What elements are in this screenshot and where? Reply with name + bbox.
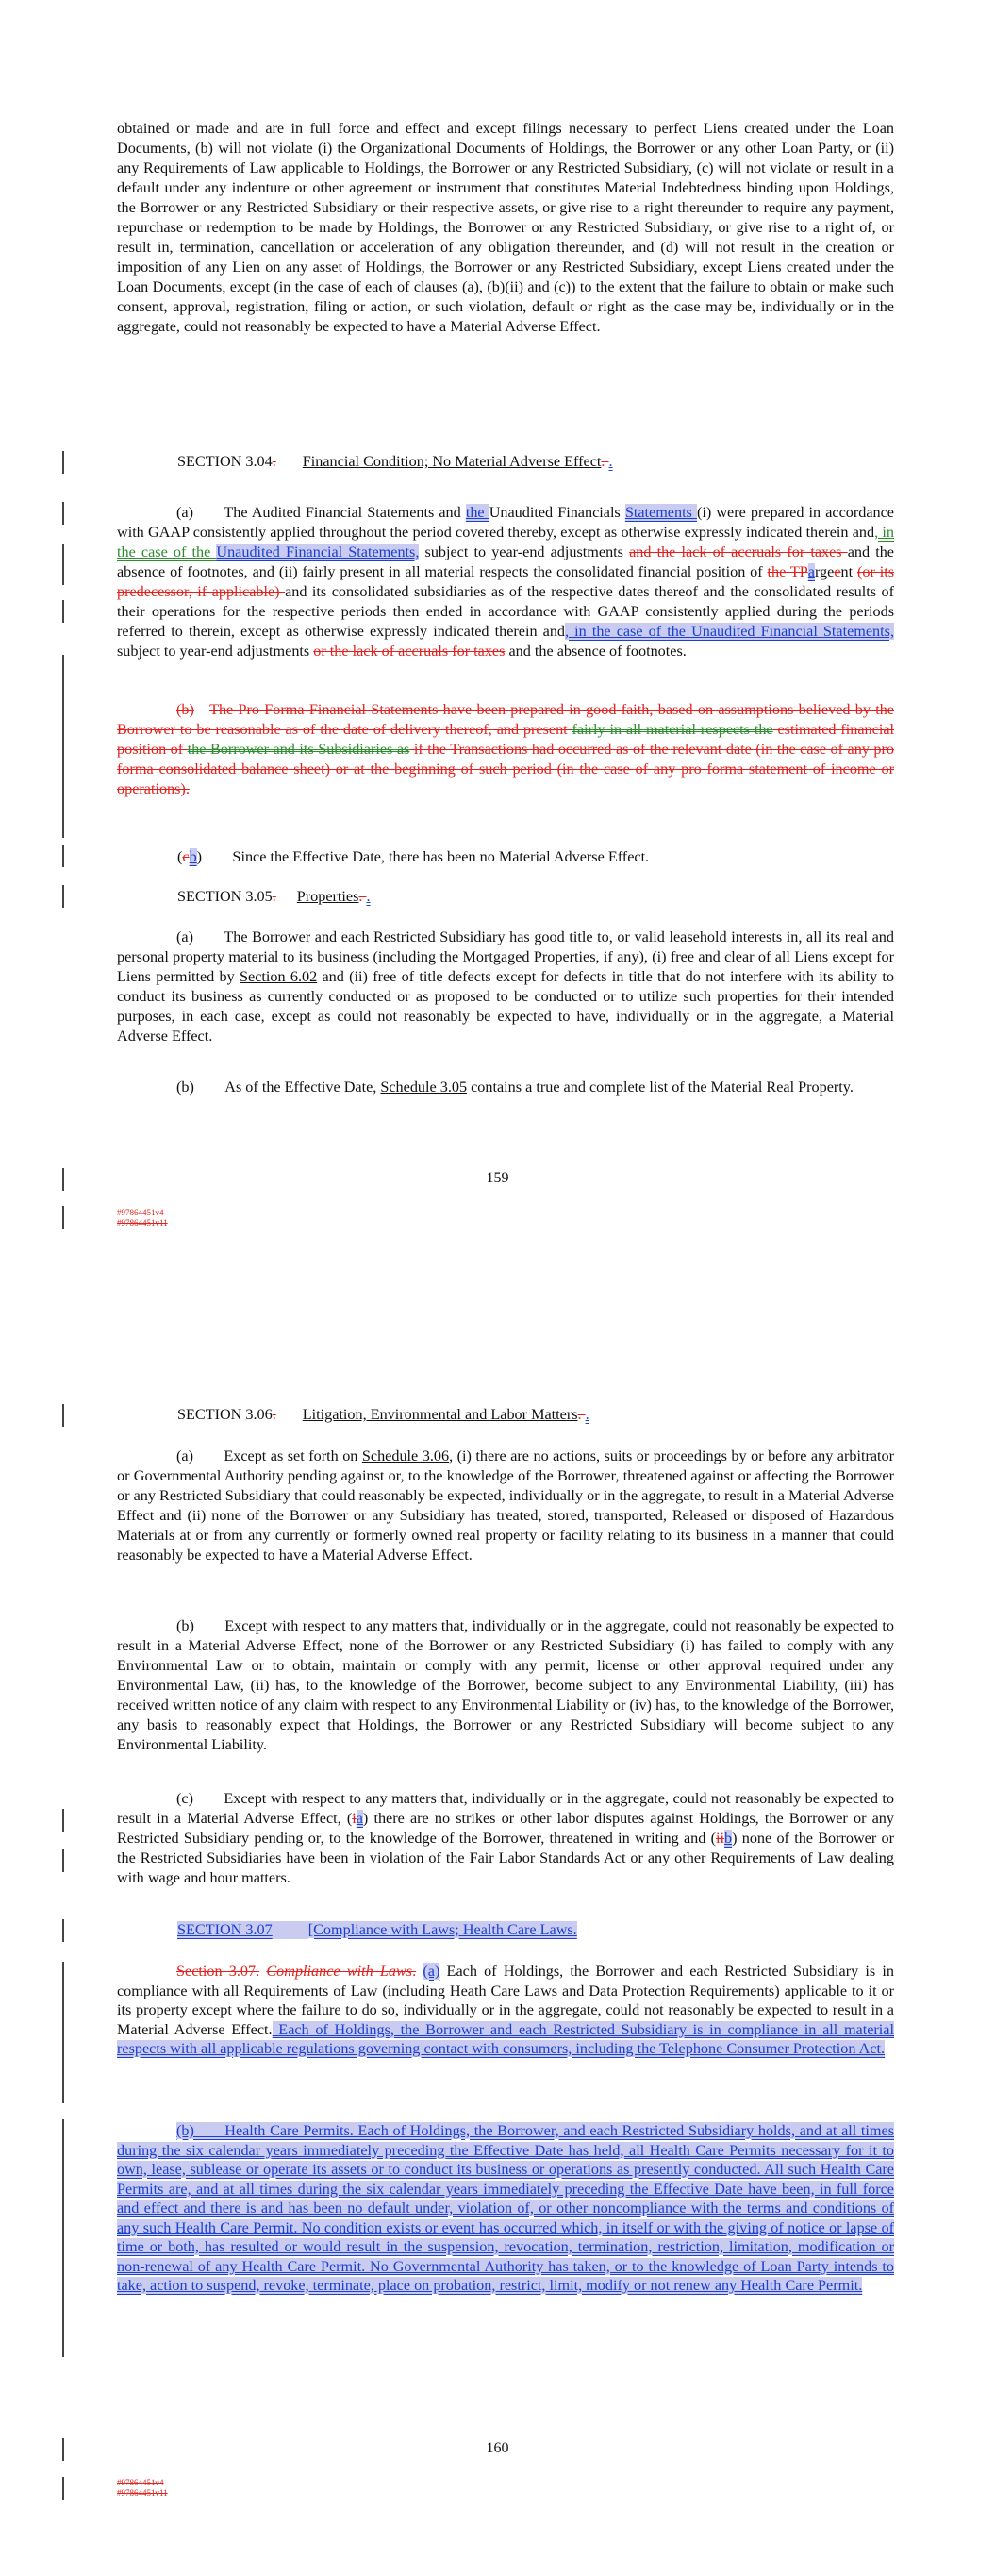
change-bar [62, 544, 64, 585]
footer-doc-id-new: #97864451v11 [117, 1218, 168, 1228]
change-bar [62, 1809, 64, 1832]
section-3-04-a: (a) The Audited Financial Statements and the Unaudited Financials Statements (i) were prepared in accordance with GAAP consistently applied throughout the period covered thereby, except as otherwise expressly indicated therein and, in the case of the Unaudited Financial Statements, subject to year-end adjustments and the lack of accruals for taxes and the absence of footnotes, and (ii) fairly present in all material respects the consolidated financial position of the TPargeent (or its predecessor, if applicable) and its consolidated subsidiaries as of the respective dates thereof and the consolidated results of their operations for the respective periods then ended in accordance with GAAP consistently applied during the periods referred to therein, except as otherwise expressly indicated therein and, in the case of the Unaudited Financial Statements, subject to year-end adjustments or the lack of accruals for taxes and the absence of footnotes. [117, 504, 894, 660]
change-bar [62, 1404, 64, 1427]
footer-doc-id-old: #97864451v4 [117, 1208, 164, 1217]
section-3-04-b-deleted: (b) The Pro Forma Financial Statements have been prepared in good faith, based on assumptions believed by the Borrower to be reasonable as of the date of delivery thereof, and present fairly in all material respects the estimated financial position of the Borrower and its Subsidiaries as if the Transactions had occurred as of the relevant date (in the case of any pro forma consolidated balance sheet) or at the beginning of such period (in the case of any pro forma statement of income or operations). [117, 701, 895, 797]
change-bar [62, 502, 64, 525]
section-3-06-c: (c) Except with respect to any matters that, individually or in the aggregate, could not reasonably be expected to result in a Material Adverse Effect, (ia) there are no strikes or other labor disputes against Holdings, the Borrower or any Restricted Subsidiary pending or, to the knowledge of the Borrower, threatened in writing and (iib) none of the Borrower or the Restricted Subsidiaries have been in violation of the Fair Labor Standards Act or any other Requirements of Law dealing with wage and hour matters. [117, 1790, 894, 1886]
section-3-07-a: Section 3.07. Compliance with Laws. (a) Each of Holdings, the Borrower and each Restricted Subsidiary is in compliance with all Requirements of Law (including Heath Care Laws and Data Protection Requirements) applicable to it or its property except where the failure to do so, individually or in the aggregate, could not reasonably be expected to result in a Material Adverse Effect. Each of Holdings, the Borrower and each Restricted Subsidiary is in compliance in all material respects with all applicable regulations governing contact with consumers, including the Telephone Consumer Protection Act. [117, 1963, 895, 2057]
change-bar [62, 2119, 64, 2357]
change-bar [62, 1849, 64, 1872]
page-number: 159 [486, 1170, 509, 1186]
footer-doc-id-old: #97864451v4 [117, 2478, 164, 2487]
section-3-05-a: (a) The Borrower and each Restricted Subsidiary has good title to, or valid leasehold interests in, all its real and personal property material to its business (including the Mortgaged Properties, if any), (i) free and clear of all Liens except for Liens permitted by Section 6.02 and (ii) free of title defects except for defects in title that do not interfere with its ability to conduct its business as currently conducted or as proposed to be conducted or to utilize such properties for their intended purposes, in each case, except as could not reasonably be expected to have, individually or in the aggregate, a Material Adverse Effect. [117, 928, 895, 1045]
section-3-05-b: (b) As of the Effective Date, Schedule 3.05 contains a true and complete list of the Material Real Property. [176, 1079, 854, 1096]
section-3-05-heading: SECTION 3.05. Properties. . [177, 888, 371, 905]
section-3-07-b: (b) Health Care Permits. Each of Holdings, the Borrower, and each Restricted Subsidiary holds, and at all times during the six calendar years immediately preceding the Effective Date has held, all Health Care Permits necessary for it to own, lease, sublease or operate its assets or to conduct its business or operations as presently conducted. All such Health Care Permits are, and at all times during the six calendar years immediately preceding the Effective Date have been, in full force and effect and there is and has been no default under, violation of, or other noncompliance with the terms and conditions of any such Health Care Permit. No condition exists or event has occurred which, in itself or with the giving of notice or lapse of time or both, has resulted or would result in the suspension, revocation, termination, restriction, limitation, modification or non-renewal of any Health Care Permit. No Governmental Authority has taken, or to the knowledge of Loan Party intends to take, action to suspend, revoke, terminate, place on probation, restrict, limit, modify or not renew any Health Care Permit. [117, 2122, 894, 2294]
footer-doc-id-new: #97864451v11 [117, 2488, 168, 2498]
section-3-06-b: (b) Except with respect to any matters that, individually or in the aggregate, could not reasonably be expected to result in a Material Adverse Effect, none of the Borrower or any Restricted Subsidiary (i) has failed to comply with any Environmental Law or to obtain, maintain or comply with any permit, license or other approval required under any Environmental Law, (ii) has, to the knowledge of the Borrower, become subject to any Environmental Liability, (iii) has received written notice of any claim with respect to any Environmental Liability or (iv) has, to the knowledge of the Borrower, any basis to reasonably expect that Holdings, the Borrower or any Restricted Subsidiary will become subject to any Environmental Liability. [117, 1617, 894, 1753]
change-bar [62, 2477, 64, 2500]
section-3-06-heading: SECTION 3.06. Litigation, Environmental and Labor Matters. . [177, 1406, 589, 1423]
change-bar [62, 698, 64, 838]
section-3-07-heading: SECTION 3.07 [Compliance with Laws; Health Care Laws. [177, 1921, 577, 1938]
paragraph-intro: obtained or made and are in full force and effect and except filings necessary to perfect Liens created under the Loan Documents, (b) will not violate (i) the Organizational Documents of Holdings, the Borrower or any other Loan Party, or (ii) any Requirements of Law applicable to Holdings, the Borrower or any Restricted Subsidiary, (c) will not violate or result in a default under any indenture or other agreement or instrument that constitutes Material Indebtedness binding upon Holdings, the Borrower or any Restricted Subsidiary or their respective assets, or give rise to a right thereunder to require any payment, repurchase or redemption to be made by Holdings, the Borrower or any Restricted Subsidiary, or give rise to a right of, or result in, termination, cancellation or acceleration of any obligation thereunder, and (d) will not result in the creation or imposition of any Lien on any asset of Holdings, the Borrower or any Restricted Subsidiary, except Liens created under the Loan Documents, except (in the case of each of clauses (a), (b)(ii) and (c)) to the extent that the failure to obtain or make such consent, approval, registration, filing or action, or such violation, default or right as the case may be, individually or in the aggregate, could not reasonably be expected to have a Material Adverse Effect. [117, 120, 894, 335]
change-bar [62, 1206, 64, 1229]
page-number: 160 [486, 2440, 509, 2456]
section-3-06-a: (a) Except as set forth on Schedule 3.06, (i) there are no actions, suits or proceedings by or before any arbitrator or Governmental Authority pending against or, to the knowledge of the Borrower, threatened against or affecting the Borrower or any Restricted Subsidiary that could reasonably be expected, individually or in the aggregate, to result in a Material Adverse Effect and (ii) none of the Borrower or any Subsidiary has treated, stored, transported, Released or disposed of Hazardous Materials at or from any currently or formerly owned real property or facility relating to its business in a manner that could reasonably be expected to have a Material Adverse Effect. [117, 1447, 895, 1564]
section-3-04-heading: SECTION 3.04. Financial Condition; No Material Adverse Effect. . [177, 453, 613, 470]
change-bar [62, 845, 64, 867]
change-bar [62, 1962, 64, 2103]
change-bar [62, 600, 64, 623]
change-bar [62, 451, 64, 474]
section-3-04-c: (cb) Since the Effective Date, there has been no Material Adverse Effect. [177, 848, 650, 865]
change-bar [62, 885, 64, 908]
change-bar [62, 1919, 64, 1942]
